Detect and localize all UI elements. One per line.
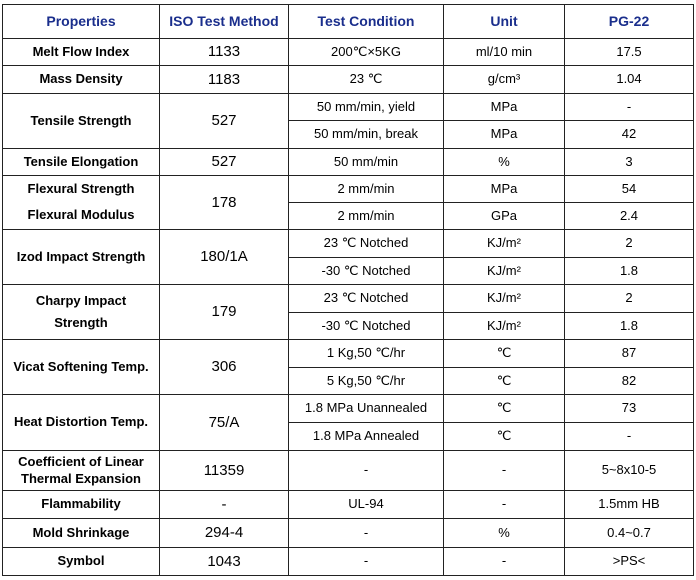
test-condition: 5 Kg,50 ℃/hr xyxy=(289,368,444,395)
iso-method: 1133 xyxy=(160,39,289,66)
iso-method: 1043 xyxy=(160,548,289,576)
unit: GPa xyxy=(444,203,565,230)
properties-table xyxy=(2,4,694,576)
test-condition: 23 ℃ xyxy=(289,66,444,94)
property-name: Flexural Modulus xyxy=(3,203,160,230)
value: 5~8x10-5 xyxy=(565,451,694,491)
table-row xyxy=(3,149,694,176)
iso-method: 1183 xyxy=(160,66,289,94)
header-unit: Unit xyxy=(444,5,565,39)
property-name: Izod Impact Strength xyxy=(3,230,160,285)
iso-method: 180/1A xyxy=(160,230,289,285)
value: 2 xyxy=(565,285,694,313)
unit: MPa xyxy=(444,121,565,149)
property-name xyxy=(3,451,160,491)
value: 42 xyxy=(565,121,694,149)
value: >PS< xyxy=(565,548,694,576)
value: 82 xyxy=(565,368,694,395)
test-condition: -30 ℃ Notched xyxy=(289,258,444,285)
test-condition: 2 mm/min xyxy=(289,176,444,203)
unit: KJ/m² xyxy=(444,285,565,313)
test-condition: 50 mm/min, break xyxy=(289,121,444,149)
iso-method: 178 xyxy=(160,176,289,230)
value: - xyxy=(565,94,694,121)
property-name: Melt Flow Index xyxy=(3,39,160,66)
property-name: Tensile Strength xyxy=(3,94,160,149)
property-name: Mold Shrinkage xyxy=(3,519,160,548)
iso-method: 527 xyxy=(160,149,289,176)
table-row xyxy=(3,66,694,94)
value: 2.4 xyxy=(565,203,694,230)
unit: ℃ xyxy=(444,340,565,368)
table-row xyxy=(3,519,694,548)
property-name-line2: Thermal Expansion xyxy=(21,470,141,486)
unit: KJ/m² xyxy=(444,313,565,340)
value: - xyxy=(565,423,694,451)
table-row xyxy=(3,395,694,423)
table-row xyxy=(3,94,694,121)
value: 1.04 xyxy=(565,66,694,94)
test-condition: 23 ℃ Notched xyxy=(289,285,444,313)
unit: ℃ xyxy=(444,423,565,451)
unit: ml/10 min xyxy=(444,39,565,66)
header-test-condition: Test Condition xyxy=(289,5,444,39)
property-name: Heat Distortion Temp. xyxy=(3,395,160,451)
property-name: Flexural Strength xyxy=(3,176,160,203)
iso-method: - xyxy=(160,491,289,519)
header-grade: PG-22 xyxy=(565,5,694,39)
unit: MPa xyxy=(444,176,565,203)
property-name: Vicat Softening Temp. xyxy=(3,340,160,395)
table-row xyxy=(3,285,694,313)
table-row xyxy=(3,230,694,258)
table-header-row xyxy=(3,5,694,39)
value: 1.8 xyxy=(565,313,694,340)
table-row xyxy=(3,340,694,368)
value: 3 xyxy=(565,149,694,176)
unit: % xyxy=(444,519,565,548)
test-condition: -30 ℃ Notched xyxy=(289,313,444,340)
unit: KJ/m² xyxy=(444,230,565,258)
test-condition: 1 Kg,50 ℃/hr xyxy=(289,340,444,368)
property-name-line1: Charpy Impact xyxy=(35,292,127,308)
test-condition: 1.8 MPa Unannealed xyxy=(289,395,444,423)
iso-method: 294-4 xyxy=(160,519,289,548)
value: 2 xyxy=(565,230,694,258)
unit: - xyxy=(444,491,565,519)
iso-method: 527 xyxy=(160,94,289,149)
table-row xyxy=(3,176,694,203)
table-row xyxy=(3,491,694,519)
value: 0.4~0.7 xyxy=(565,519,694,548)
test-condition: 23 ℃ Notched xyxy=(289,230,444,258)
test-condition: - xyxy=(289,451,444,491)
unit: % xyxy=(444,149,565,176)
table-row xyxy=(3,548,694,576)
unit: MPa xyxy=(444,94,565,121)
value: 1.5mm HB xyxy=(565,491,694,519)
unit: - xyxy=(444,451,565,491)
value: 54 xyxy=(565,176,694,203)
test-condition: 2 mm/min xyxy=(289,203,444,230)
unit: ℃ xyxy=(444,395,565,423)
table-row xyxy=(3,203,694,230)
iso-method: 179 xyxy=(160,285,289,340)
value: 73 xyxy=(565,395,694,423)
iso-method: 75/A xyxy=(160,395,289,451)
unit: - xyxy=(444,548,565,576)
unit: g/cm³ xyxy=(444,66,565,94)
table-row xyxy=(3,451,694,491)
test-condition: 1.8 MPa Annealed xyxy=(289,423,444,451)
test-condition: - xyxy=(289,548,444,576)
unit: ℃ xyxy=(444,368,565,395)
unit: KJ/m² xyxy=(444,258,565,285)
table-row xyxy=(3,39,694,66)
property-name xyxy=(3,285,160,340)
property-name: Tensile Elongation xyxy=(3,149,160,176)
header-iso-test-method: ISO Test Method xyxy=(160,5,289,39)
test-condition: 50 mm/min xyxy=(289,149,444,176)
property-name: Symbol xyxy=(3,548,160,576)
value: 17.5 xyxy=(565,39,694,66)
test-condition: 200℃×5KG xyxy=(289,39,444,66)
iso-method: 11359 xyxy=(160,451,289,491)
property-name: Mass Density xyxy=(3,66,160,94)
value: 87 xyxy=(565,340,694,368)
property-name: Flammability xyxy=(3,491,160,519)
test-condition: - xyxy=(289,519,444,548)
value: 1.8 xyxy=(565,258,694,285)
test-condition: UL-94 xyxy=(289,491,444,519)
property-name-line2: Strength xyxy=(54,314,108,330)
test-condition: 50 mm/min, yield xyxy=(289,94,444,121)
header-properties: Properties xyxy=(3,5,160,39)
property-name-line1: Coefficient of Linear xyxy=(18,453,144,469)
iso-method: 306 xyxy=(160,340,289,395)
